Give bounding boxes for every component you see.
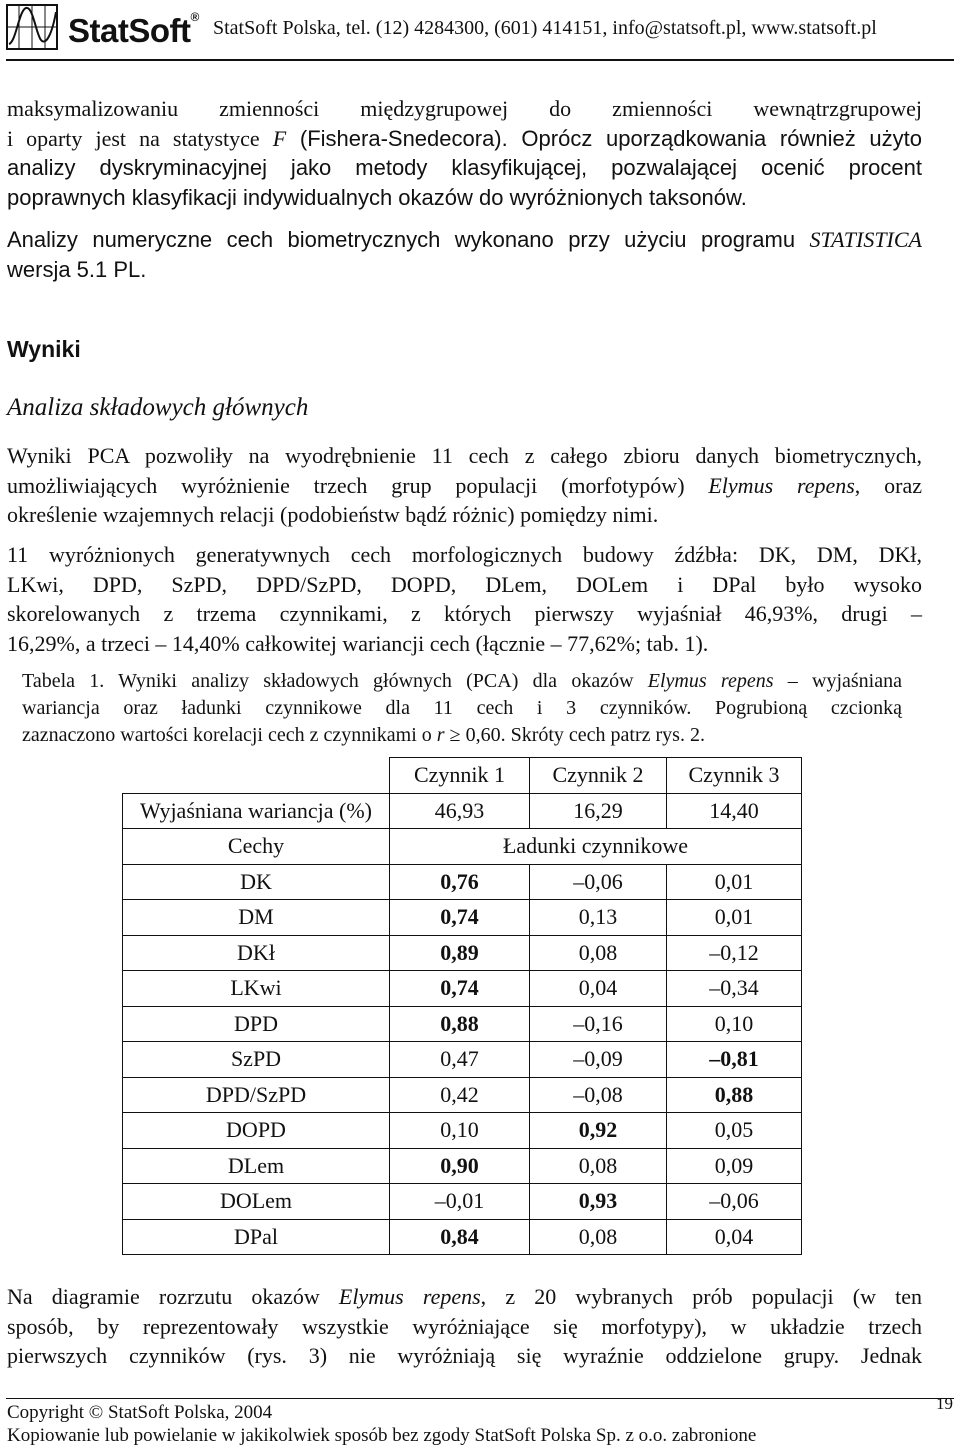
loading-cell: 0,08: [530, 1219, 667, 1255]
text-line: Wyniki PCA pozwoliły na wyodrębnienie 11 cech z całego zbioru danych biometrycznych,: [7, 443, 922, 468]
loading-cell: –0,81: [667, 1042, 802, 1078]
final-paragraph: [7, 1282, 922, 1371]
features-label: Cechy: [123, 829, 390, 865]
text-line: Analizy numeryczne cech biometrycznych wykonano przy użyciu programu STATISTICA: [7, 227, 922, 252]
table-row: [123, 864, 802, 900]
loading-cell: 0,74: [390, 900, 530, 936]
variance-label: Wyjaśniana wariancja (%): [123, 793, 390, 829]
text-line: zaznaczono wartości korelacji cech z czynnikami o r ≥ 0,60. Skróty cech patrz rys. 2.: [22, 724, 705, 746]
text-line: wariancja oraz ładunki czynnikowe dla 11 cech i 3 czynników. Pogrubioną czcionką: [22, 697, 902, 719]
table-row: [123, 971, 802, 1007]
header-contact: StatSoft Polska, tel. (12) 4284300, (601) 414151, info@statsoft.pl, www.statsoft.pl: [213, 17, 877, 39]
loading-cell: 0,01: [667, 864, 802, 900]
variance-row: [123, 793, 802, 829]
logo-wordmark: StatSoft®: [68, 10, 199, 49]
feature-name-cell: LKwi: [123, 971, 390, 1007]
statsoft-logo-icon: [6, 4, 58, 50]
text-line: 16,29%, a trzeci – 14,40% całkowitej wariancji cech (łącznie – 77,62%; tab. 1).: [7, 630, 709, 656]
page-header: [0, 0, 960, 62]
loading-cell: 0,74: [390, 971, 530, 1007]
text-line: umożliwiających wyróżnienie trzech grup populacji (morfotypów) Elymus repens, oraz: [7, 472, 922, 498]
loading-cell: 0,08: [530, 1148, 667, 1184]
loading-cell: 0,04: [530, 971, 667, 1007]
loading-cell: –0,08: [530, 1077, 667, 1113]
loading-cell: –0,34: [667, 971, 802, 1007]
text-line: LKwi, DPD, SzPD, DPD/SzPD, DOPD, DLem, DOLem i DPal było wysoko: [7, 571, 922, 597]
loading-cell: 0,09: [667, 1148, 802, 1184]
factor-header: Czynnik 2: [530, 758, 667, 794]
loading-cell: 0,92: [530, 1113, 667, 1149]
loading-cell: 0,76: [390, 864, 530, 900]
page-number: 19: [936, 1394, 953, 1413]
loading-cell: 0,88: [390, 1006, 530, 1042]
features-paragraph: [7, 540, 922, 658]
text-line: i oparty jest na statystyce F (Fishera-Snedecora). Oprócz uporządkowania również użyto: [7, 125, 922, 151]
table-row: [123, 900, 802, 936]
text-line: poprawnych klasyfikacji indywidualnych okazów do wyróżnionych taksonów.: [7, 184, 747, 210]
variance-value: 14,40: [667, 793, 802, 829]
table-row: [123, 1006, 802, 1042]
feature-name-cell: DOLem: [123, 1184, 390, 1220]
subsection-heading-pca: Analiza składowych głównych: [7, 394, 309, 421]
feature-name-cell: DOPD: [123, 1113, 390, 1149]
text-line: określenie wzajemnych relacji (podobieństw bądź różnic) pomiędzy nimi.: [7, 502, 659, 527]
table-row: [123, 1148, 802, 1184]
loading-cell: 0,42: [390, 1077, 530, 1113]
factor-header: Czynnik 3: [667, 758, 802, 794]
text-line: Na diagramie rozrzutu okazów Elymus repens, z 20 wybranych prób populacji (w ten: [7, 1284, 922, 1309]
pca-paragraph: [7, 441, 922, 530]
text-line: Tabela 1. Wyniki analizy składowych głównych (PCA) dla okazów Elymus repens – wyjaśniana: [22, 670, 902, 692]
feature-name-cell: DM: [123, 900, 390, 936]
table-row: [123, 1184, 802, 1220]
loading-cell: 0,10: [667, 1006, 802, 1042]
text-line: sposób, by reprezentowały wszystkie wyróżniające się morfotypy), w układzie trzech: [7, 1313, 922, 1339]
subheader-row: [123, 829, 802, 865]
loading-cell: –0,12: [667, 935, 802, 971]
statsoft-logo: [6, 4, 206, 52]
analysis-paragraph: [7, 225, 922, 284]
table-header-row: [123, 758, 802, 794]
loading-cell: 0,93: [530, 1184, 667, 1220]
loading-cell: 0,84: [390, 1219, 530, 1255]
table-row: [123, 1219, 802, 1255]
text-line: analizy dyskryminacyjnej jako metody klasyfikującej, pozwalającej ocenić procent: [7, 155, 922, 180]
text-line: maksymalizowaniu zmienności międzygrupowej do zmienności wewnątrzgrupowej: [7, 96, 922, 121]
loading-cell: 0,04: [667, 1219, 802, 1255]
loading-cell: –0,06: [667, 1184, 802, 1220]
text-line: pierwszych czynników (rys. 3) nie wyróżniają się wyraźnie oddzielone grupy. Jednak: [7, 1343, 922, 1368]
table-row: [123, 935, 802, 971]
loading-cell: 0,89: [390, 935, 530, 971]
loading-cell: 0,90: [390, 1148, 530, 1184]
loading-cell: –0,16: [530, 1006, 667, 1042]
footer-divider: [6, 1398, 954, 1399]
loading-cell: 0,05: [667, 1113, 802, 1149]
table-caption: [22, 668, 902, 749]
text-line: skorelowanych z trzema czynnikami, z których pierwszy wyjaśniał 46,93%, drugi –: [7, 601, 922, 626]
section-heading-results: Wyniki: [7, 336, 81, 362]
loading-cell: –0,09: [530, 1042, 667, 1078]
loading-cell: 0,47: [390, 1042, 530, 1078]
feature-name-cell: DKł: [123, 935, 390, 971]
footer-copyright: Copyright © StatSoft Polska, 2004: [7, 1402, 273, 1423]
footer-notice: Kopiowanie lub powielanie w jakikolwiek sposób bez zgody StatSoft Polska Sp. z o.o. zabronione: [7, 1425, 757, 1446]
variance-value: 46,93: [390, 793, 530, 829]
intro-paragraph: [7, 94, 922, 212]
table-row: [123, 1077, 802, 1113]
feature-name-cell: DK: [123, 864, 390, 900]
table-row: [123, 1113, 802, 1149]
loading-cell: 0,08: [530, 935, 667, 971]
table-row: [123, 1042, 802, 1078]
loading-cell: –0,06: [530, 864, 667, 900]
pca-results-table: [122, 757, 802, 1255]
variance-value: 16,29: [530, 793, 667, 829]
loading-cell: –0,01: [390, 1184, 530, 1220]
loading-cell: 0,13: [530, 900, 667, 936]
loadings-label: Ładunki czynnikowe: [390, 829, 802, 865]
feature-name-cell: SzPD: [123, 1042, 390, 1078]
feature-name-cell: DPD/SzPD: [123, 1077, 390, 1113]
table-corner-cell: [123, 758, 390, 794]
header-divider: [6, 59, 954, 61]
text-line: 11 wyróżnionych generatywnych cech morfologicznych budowy źdźbła: DK, DM, DKł,: [7, 542, 922, 567]
text-line: wersja 5.1 PL.: [7, 256, 147, 282]
loading-cell: 0,88: [667, 1077, 802, 1113]
factor-header: Czynnik 1: [390, 758, 530, 794]
feature-name-cell: DPD: [123, 1006, 390, 1042]
feature-name-cell: DLem: [123, 1148, 390, 1184]
loading-cell: 0,01: [667, 900, 802, 936]
loading-cell: 0,10: [390, 1113, 530, 1149]
feature-name-cell: DPal: [123, 1219, 390, 1255]
